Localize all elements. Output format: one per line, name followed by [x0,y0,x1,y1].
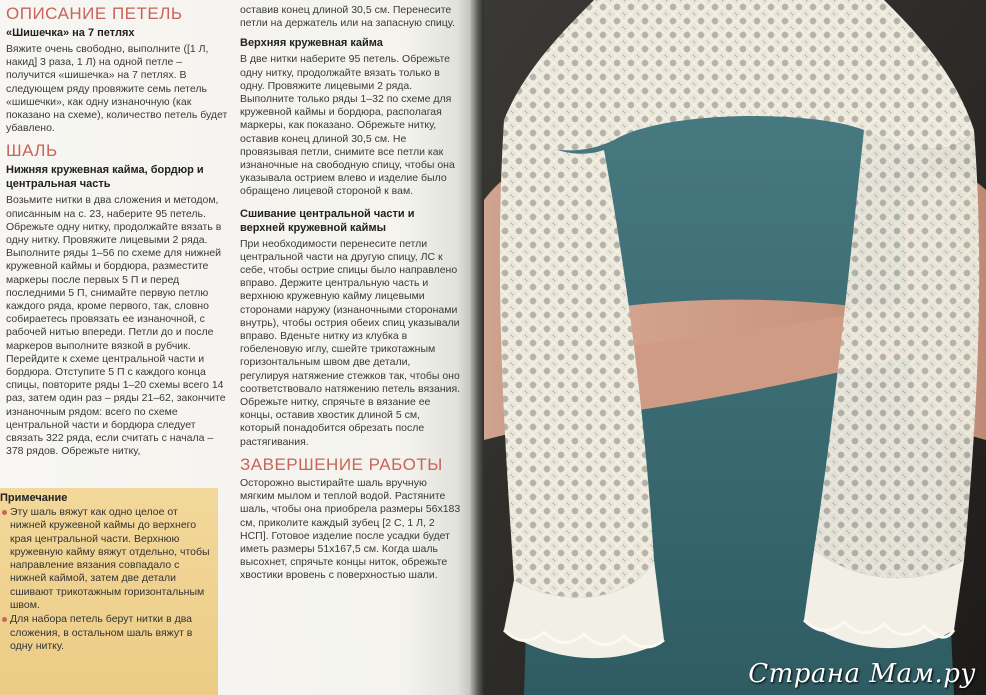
note-list [0,506,215,654]
section-title-finishing: ЗАВЕРШЕНИЕ РАБОТЫ [240,454,443,474]
joining-instructions: При необходимости перенесите петли центральной части на другую спицу, ЛС к себе, чтобы острие спицы было направлено вправо. Держите центральную часть и верхнюю кружевную кайму лицевыми сторонами наружу (изнаночными сторонами внутрь), чтобы острия обеих спиц указывали вправо. Вденьте нитку из клубка в гобеленовую иглу, сшейте трикотажным горизонтальным швом две детали, регулируя натяжение стежков так, чтобы оно соответствовало натяжению петель вязания. Обрежьте нитку, спрячьте в вязание ее концы, оставив хвостик длиной 5 см, который понадобится обрезать после растягивания. [240,237,461,448]
text-page [0,0,476,695]
note-title: Примечание [0,492,68,504]
section-title-shawl: ШАЛЬ [6,141,58,161]
continuation-text: оставив конец длиной 30,5 см. Перенесите петли на держатель или на запасную спицу. [240,4,455,30]
finishing-instructions: Осторожно выстирайте шаль вручную мягким мылом и теплой водой. Растяните шаль, чтобы она приобрела размеры 56х183 см, приколите каждый зубец [2 С, 1 Л, 2 НСП]. Готовое изделие после усадки будет иметь размеры 51х167,5 см. Когда шаль высохнет, спрячьте концы ниток, обрежьте хвостики вровень с поверхностью шали. [240,476,461,582]
upper-border-instructions: В две нитки наберите 95 петель. Обрежьте одну нитку, продолжайте вязать только в одну. Провяжите лицевыми 2 ряда. Выполните только ряды 1–32 по схеме для кружевной каймы и бордюра, располагая маркеры, как показано. Обрежьте нитку, оставив конец длиной 30,5 см. Не провязывая петли, снимите все петли как изнаночные на свободную спицу, чтобы она указывала острием влево и изделие было обращено лицевой стороной к вам. [240,53,455,198]
left-column [6,4,228,462]
shawl-photo [484,0,986,695]
subsection-title-joining: Сшивание центральной части и верхней кружевной каймы [240,207,415,234]
shawl-photo-illustration [484,0,986,695]
lower-border-instructions: Возьмите нитки в два сложения и методом, описанным на с. 23, наберите 95 петель. Обрежьте одну нитку, продолжайте вязать в одну нитку. Провяжите лицевыми 2 ряда. Выполните ряды 1–56 по схеме для нижней кружевной каймы и бордюра, разместите маркеры после первых 5 П и перед последними 5 П, снимайте первую петлю каждого ряда, кроме первого, так, словно собираетесь провязать ее изнаночной, с рабочей нитью впереди. Петли до и после маркеров выполните вязкой в рубчик. Перейдите к схеме центральной части и бордюра. Отступите 5 П с каждого конца спицы, повторите ряды 1–20 схемы всего 14 раз, затем один раз – ряды 21–62, закончите изнаночным рядом: всего по схеме центральной части и бордюра следует связать 322 ряда, если считать с начала – 378 рядов. Обрежьте нитку, [6,194,226,458]
note-box [0,488,218,695]
subsection-title-lower-border: Нижняя кружевная кайма, бордюр и центральная часть [6,164,204,191]
note-item: Для набора петель берут нитки в два сложения, в остальном шаль вяжут в одну нитку. [10,613,215,653]
watermark-logo: Страна Мам.ру [748,659,976,689]
subsection-title-upper-border: Верхняя кружевная кайма [240,37,383,50]
stitch-name: «Шишечка» на 7 петлях [6,27,135,39]
section-title-stitches: ОПИСАНИЕ ПЕТЕЛЬ [6,4,183,23]
right-column [240,4,462,587]
note-item: Эту шаль вяжут как одно целое от нижней кружевной каймы до верхнего края центральной части. Верхнюю кружевную кайму вяжут отдельно, чтобы направление вязания совпадало с нижней каймой, затем две детали сшивают трикотажным горизонтальным швом. [10,506,215,612]
stitch-description: Вяжите очень свободно, выполните ([1 Л, накид] 3 раза, 1 Л) на одной петле – получится «шишечка» на 7 петлях. В следующем ряду провяжите семь петель «шишечки», как одну изнаночную (как показано на схеме), количество петель будет убавлено. [6,43,228,135]
